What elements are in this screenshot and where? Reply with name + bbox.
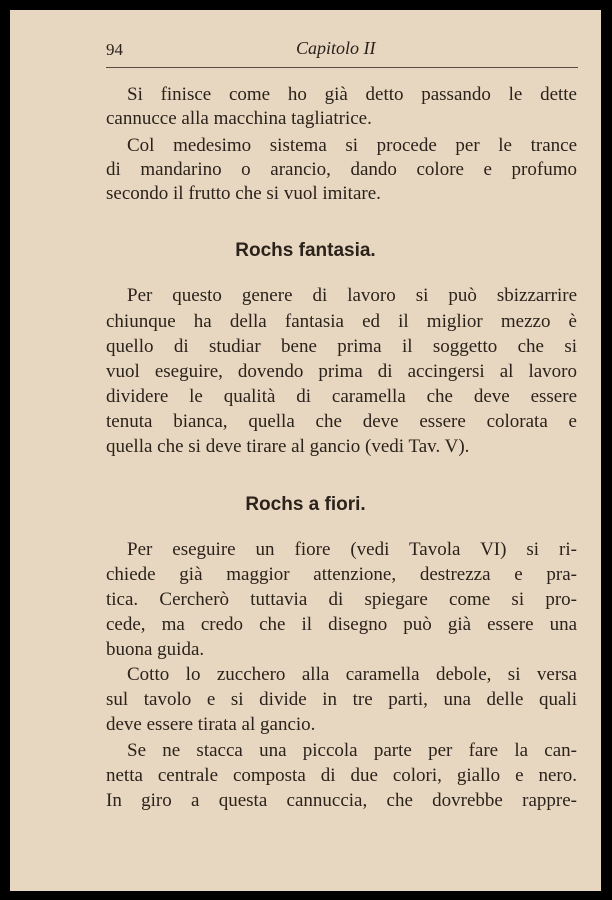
text-line: Col medesimo sistema si procede per le trance bbox=[127, 135, 577, 156]
text-line: tenuta bianca, quella che deve essere colorata e bbox=[106, 411, 577, 432]
text-line: Si finisce come ho già detto passando le dette bbox=[127, 84, 577, 105]
book-page bbox=[10, 10, 601, 891]
page-number: 94 bbox=[106, 40, 123, 59]
text-line: vuol eseguire, dovendo prima di accingersi al lavoro bbox=[106, 361, 577, 382]
running-title: Capitolo II bbox=[296, 38, 376, 58]
text-line: chiunque ha della fantasia ed il miglior mezzo è bbox=[106, 311, 577, 332]
text-line: deve essere tirata al gancio. bbox=[106, 714, 316, 735]
text-line: quella che si deve tirare al gancio (vedi Tav. V). bbox=[106, 436, 470, 457]
text-line: quello di studiar bene prima il soggetto che si bbox=[106, 336, 577, 357]
text-line: Per questo genere di lavoro si può sbizzarrire bbox=[127, 285, 577, 306]
text-line: Per eseguire un fiore (vedi Tavola VI) si ri- bbox=[127, 539, 577, 560]
text-line: netta centrale composta di due colori, giallo e nero. bbox=[106, 765, 577, 786]
section-heading: Rochs a fiori. bbox=[245, 494, 366, 515]
text-line: secondo il frutto che si vuol imitare. bbox=[106, 183, 381, 204]
text-line: sul tavolo e si divide in tre parti, una delle quali bbox=[106, 689, 577, 710]
text-line: di mandarino o arancio, dando colore e profumo bbox=[106, 159, 577, 180]
text-line: tica. Cercherò tuttavia di spiegare come si pro- bbox=[106, 589, 577, 610]
text-line: Se ne stacca una piccola parte per fare la can- bbox=[127, 740, 577, 761]
text-line: cannucce alla macchina tagliatrice. bbox=[106, 108, 372, 129]
text-line: buona guida. bbox=[106, 639, 205, 660]
text-line: chiede già maggior attenzione, destrezza e pra- bbox=[106, 564, 577, 585]
text-line: cede, ma credo che il disegno può già essere una bbox=[106, 614, 577, 635]
text-line: Cotto lo zucchero alla caramella debole, si versa bbox=[127, 664, 577, 685]
section-heading: Rochs fantasia. bbox=[235, 240, 376, 261]
header-divider bbox=[106, 67, 578, 68]
text-line: In giro a questa cannuccia, che dovrebbe rappre- bbox=[106, 790, 577, 811]
text-line: dividere le qualità di caramella che deve essere bbox=[106, 386, 577, 407]
